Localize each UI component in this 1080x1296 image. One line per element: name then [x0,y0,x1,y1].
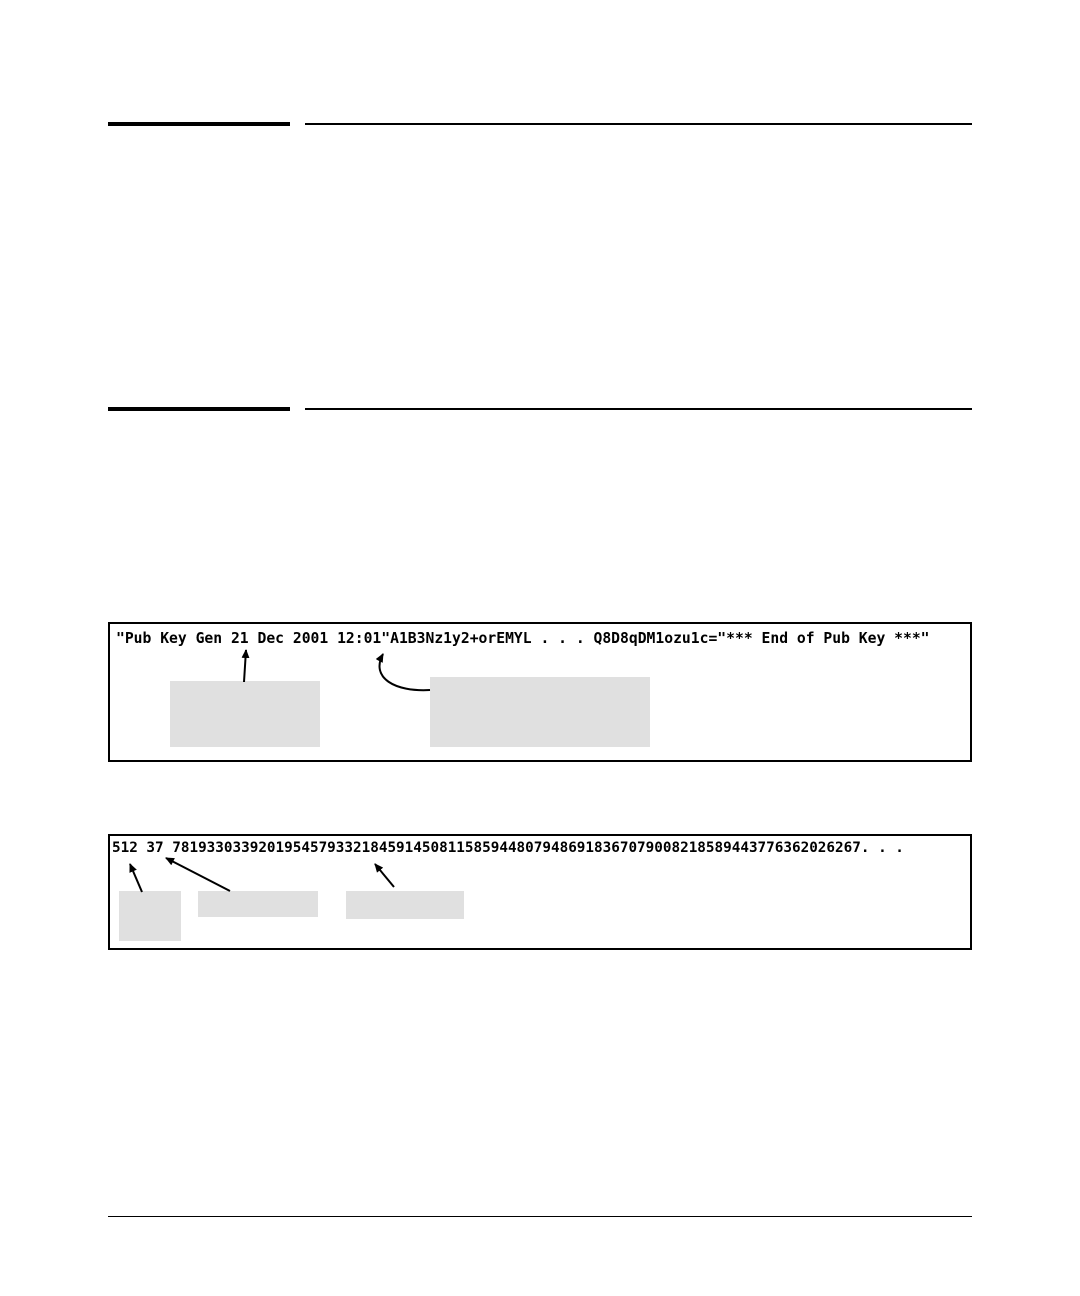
arrow-bit-size [130,864,142,892]
arrow-exponent [166,858,230,891]
public-key-text: "Pub Key Gen 21 Dec 2001 12:01"A1B3Nz1y2+orEMYL . . . Q8D8qDM1ozu1c="*** End of Pub Key ***" [116,630,930,647]
arrow-key-body [380,654,430,690]
rsa-key-text: 512 37 7819330339201954579332184591450811585944807948691836707900821858944377636202626​7. . . [112,840,904,856]
footer-rule [108,1216,972,1217]
arrow-modulus [375,864,394,887]
arrow-comment [244,650,246,682]
